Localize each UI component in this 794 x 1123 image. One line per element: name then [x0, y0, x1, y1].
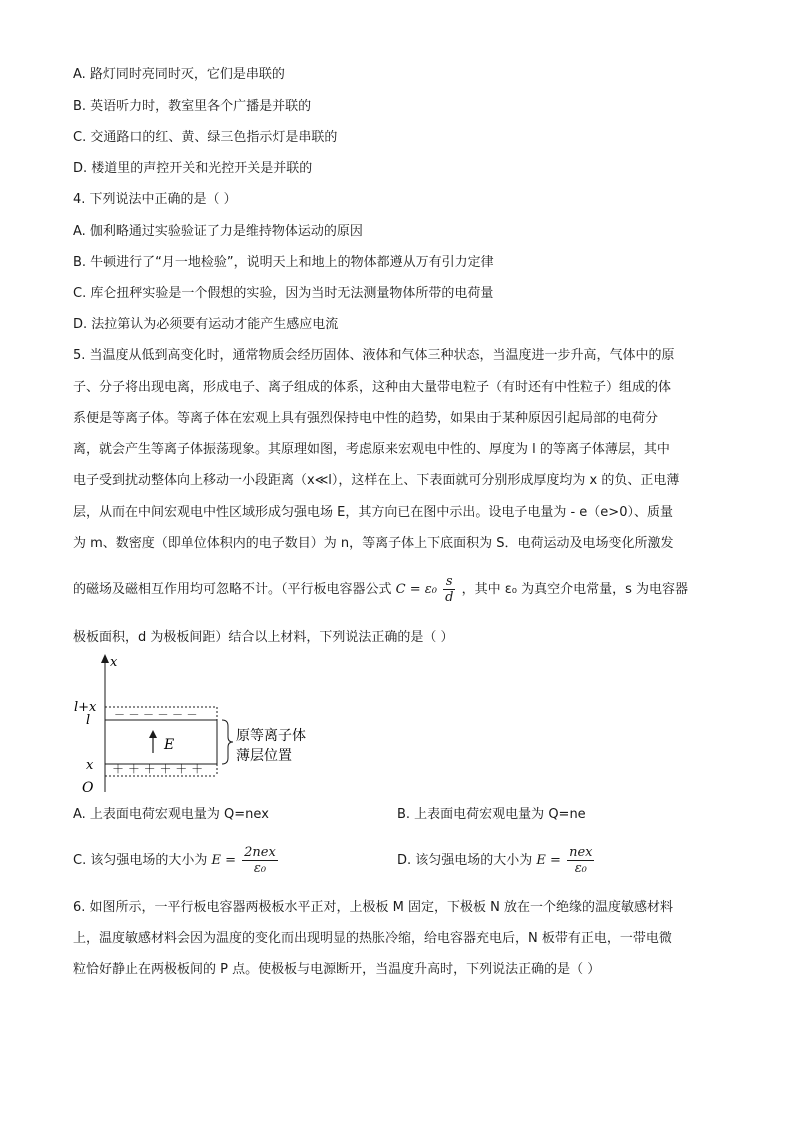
option-c-fraction — [242, 845, 278, 876]
plasma-layer-diagram — [70, 652, 330, 797]
q5-text-line: 为 m、数密度（即单位体积内的电子数目）为 n，等离子体上下底面积为 S．电荷运动及电场变化所激发 — [73, 536, 674, 551]
fraction-denominator: d — [445, 590, 454, 605]
q5-text-line-formula — [73, 573, 688, 607]
original-layer-rect — [105, 720, 217, 764]
option-d-fraction — [567, 845, 594, 876]
field-label-e: E — [164, 737, 175, 753]
q5-option-b: B. 上表面电荷宏观电量为 Q=ne — [397, 807, 586, 822]
diagram-caption-line1: 原等离子体 — [236, 728, 306, 744]
q3-option-a: A. 路灯同时亮同时灭，它们是串联的 — [73, 67, 285, 82]
q5-text-line: 电子受到扰动整体向上移动一小段距离（x≪l），这样在上、下表面就可分别形成厚度均为 x 的负、正电薄 — [73, 473, 680, 488]
q5-option-c-text: C. 该匀强电场的大小为 — [73, 853, 208, 868]
q6-text-line: 6. 如图所示，一平行板电容器两极板水平正对，上极板 M 固定，下极板 N 放在一个绝缘的温度敏感材料 — [73, 900, 674, 915]
q4-option-b: B. 牛顿进行了“月一地检验”，说明天上和地上的物体都遵从万有引力定律 — [73, 255, 494, 270]
capacitor-formula-fraction — [443, 574, 455, 605]
q5-option-c — [73, 843, 280, 879]
curly-brace-icon — [222, 720, 233, 764]
axis-label-l-plus-x: l+x — [74, 700, 97, 715]
q5-text-line: 极板面积，d 为极板间距）结合以上材料，下列说法正确的是（ ） — [73, 630, 454, 645]
axis-label-l: l — [86, 713, 91, 728]
q6-text-line: 粒恰好静止在两极板间的 P 点。使极板与电源断开，当温度升高时，下列说法正确的是（ ） — [73, 962, 601, 977]
q5-text-line: 系便是等离子体。等离子体在宏观上具有强烈保持电中性的趋势，如果由于某种原因引起局部的电荷分 — [73, 411, 659, 426]
diagram-caption-line2: 薄层位置 — [236, 748, 292, 764]
q5-option-d-text: D. 该匀强电场的大小为 — [397, 853, 533, 868]
field-arrow-up-icon — [149, 730, 157, 738]
q6-text-line: 上，温度敏感材料会因为温度的变化而出现明显的热胀冷缩，给电容器充电后，N 板带有正电，一带电微 — [73, 931, 672, 946]
option-c-lhs: E = — [211, 853, 236, 868]
axis-label-x: x — [110, 655, 118, 670]
fraction-numerator: 2nex — [244, 845, 276, 860]
q3-option-d: D. 楼道里的声控开关和光控开关是并联的 — [73, 161, 313, 176]
q4-option-d: D. 法拉第认为必须要有运动才能产生感应电流 — [73, 317, 339, 332]
fraction-denominator: ε₀ — [242, 860, 278, 876]
capacitor-formula-lhs: C = ε₀ — [395, 582, 437, 597]
q4-stem: 4. 下列说法中正确的是（ ） — [73, 192, 237, 207]
q5-text-line: 子、分子将出现电离，形成电子、离子组成的体系，这种由大量带电粒子（有时还有中性粒子）组成的体 — [73, 380, 672, 395]
q3-option-b: B. 英语听力时，教室里各个广播是并联的 — [73, 99, 312, 114]
q4-option-c: C. 库仑扭秤实验是一个假想的实验，因为当时无法测量物体所带的电荷量 — [73, 286, 494, 301]
q5-text-segment: 的磁场及磁相互作用均可忽略不计。（平行板电容器公式 — [73, 582, 392, 597]
q5-text-line: 5. 当温度从低到高变化时，通常物质会经历固体、液体和气体三种状态，当温度进一步升高，气体中的原 — [73, 348, 675, 363]
q5-text-line: 层，从而在中间宏观电中性区域形成匀强电场 E，其方向已在图中示出。设电子电量为 - e（e>0）、质量 — [73, 505, 673, 520]
negative-charges: － － － － － － — [114, 708, 198, 721]
q5-text-line: 离，就会产生等离子体振荡现象。其原理如图，考虑原来宏观电中性的、厚度为 l 的等离子体薄层，其中 — [73, 442, 670, 457]
q5-option-a: A. 上表面电荷宏观电量为 Q=nex — [73, 807, 269, 822]
q5-text-segment: ，其中 ε₀ 为真空介电常量，s 为电容器 — [461, 582, 688, 597]
x-axis-arrow-icon — [101, 654, 109, 663]
option-d-lhs: E = — [536, 853, 561, 868]
q3-option-c: C. 交通路口的红、黄、绿三色指示灯是串联的 — [73, 130, 338, 145]
q4-option-a: A. 伽利略通过实验验证了力是维持物体运动的原因 — [73, 224, 363, 239]
positive-charges: ＋ ＋ ＋ ＋ ＋ ＋ — [112, 762, 204, 776]
axis-label-origin: O — [82, 780, 94, 796]
fraction-numerator: nex — [569, 845, 593, 860]
fraction-numerator: s — [445, 574, 453, 589]
q5-option-d — [397, 843, 596, 879]
fraction-denominator: ε₀ — [567, 860, 594, 876]
axis-label-x-lower: x — [86, 758, 94, 773]
